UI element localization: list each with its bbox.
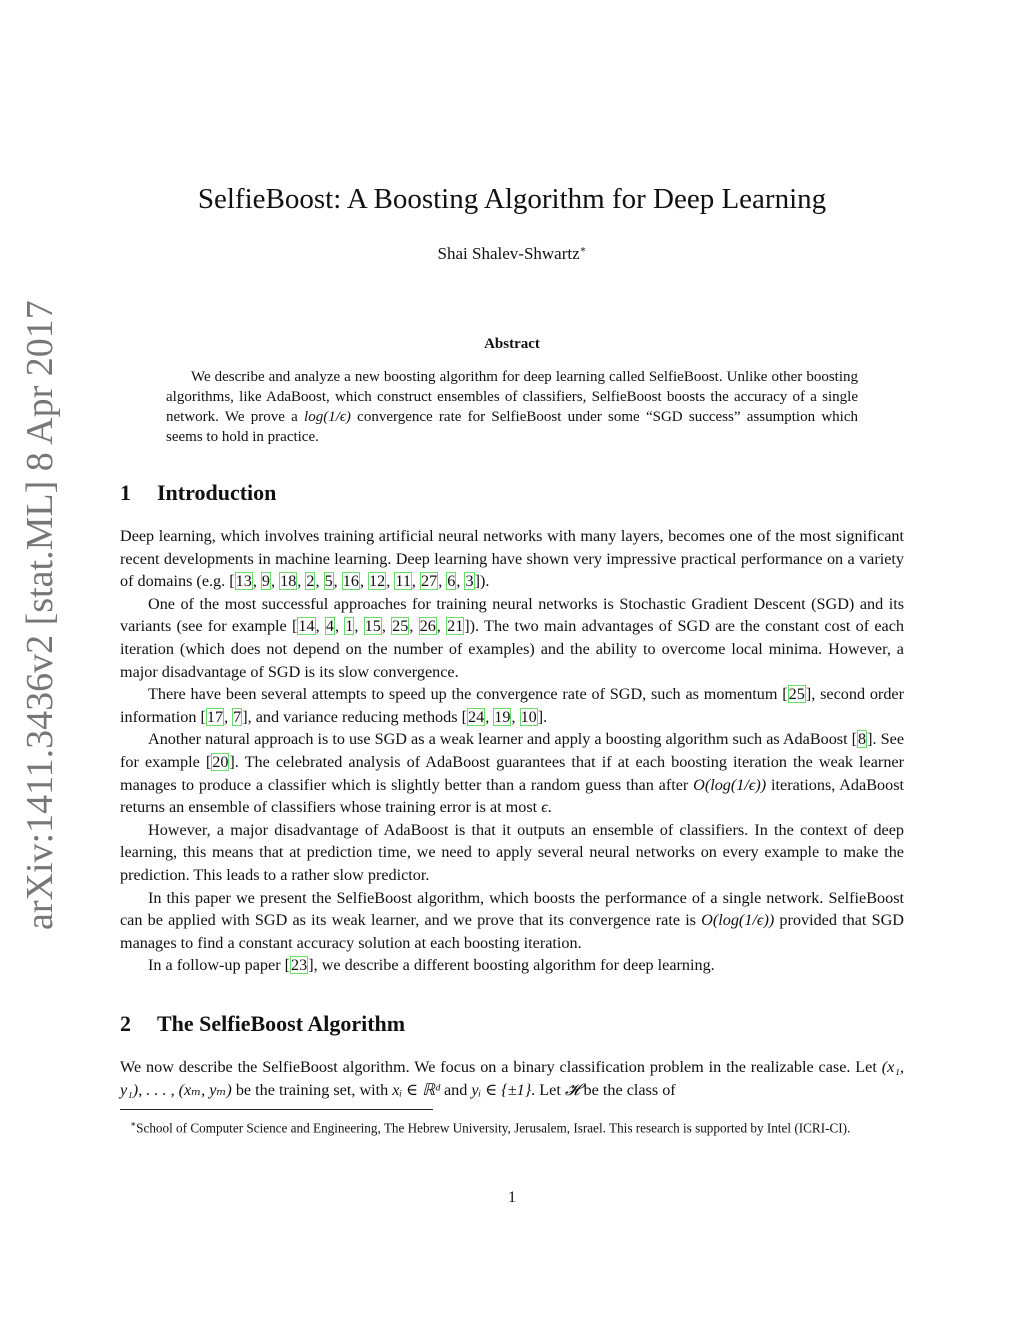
- section-heading-selfieboost-algorithm: [120, 1011, 405, 1037]
- intro-paragraph-6: [120, 887, 904, 955]
- citation-separator: ,: [359, 572, 369, 591]
- citation-separator: ,: [409, 617, 419, 636]
- citation-separator: ,: [315, 572, 324, 591]
- intro-paragraph-2: [120, 593, 904, 683]
- citation-list: [297, 617, 464, 635]
- intro-paragraph-3: [120, 683, 904, 728]
- paragraph-text: be the training set, with: [231, 1080, 393, 1099]
- paragraph-text: ], second order information [: [120, 685, 904, 726]
- paragraph-text: be the class of: [579, 1080, 676, 1099]
- citation-link[interactable]: 5: [324, 572, 333, 591]
- citation-link[interactable]: 10: [520, 707, 537, 726]
- section-introduction-body: [120, 525, 904, 977]
- paragraph-text: iterations, AdaBoost returns an ensemble of classifiers whose training error is at most: [120, 775, 904, 817]
- algorithm-paragraph-1: [120, 1056, 904, 1101]
- paper-title: SelfieBoost: A Boosting Algorithm for Deep Learning: [197, 183, 827, 215]
- citation-link[interactable]: 15: [364, 617, 381, 636]
- citation-link[interactable]: 3: [465, 572, 474, 591]
- section-algorithm-body: [120, 1056, 904, 1101]
- paragraph-text: Another natural approach is to use SGD as a weak learner and apply a boosting algorithm such as AdaBoost [: [148, 730, 858, 749]
- citation-link[interactable]: 25: [788, 685, 805, 704]
- citation-link[interactable]: 8: [858, 730, 867, 749]
- paragraph-text: We now describe the SelfieBoost algorithm. We focus on a binary classification problem in the realizable case. Let: [120, 1058, 882, 1076]
- author-line: [120, 244, 904, 264]
- citation-separator: ,: [334, 617, 345, 636]
- section-number: 1: [120, 480, 131, 505]
- citation-separator: ,: [436, 617, 447, 636]
- citation-list: [235, 572, 475, 590]
- footnote-text: School of Computer Science and Engineering, The Hebrew University, Jerusalem, Israel. This research is supported by Intel (ICRI-CI).: [136, 1120, 851, 1136]
- paragraph-text: ], and variance reducing methods [: [242, 707, 467, 726]
- inline-math: yᵢ ∈ {±1}: [471, 1080, 532, 1099]
- citation-separator: ,: [438, 572, 447, 591]
- footnote: [120, 1115, 904, 1137]
- section-number: 2: [120, 1011, 131, 1036]
- citation-separator: ,: [333, 572, 342, 591]
- abstract-heading: Abstract: [484, 336, 540, 352]
- paragraph-text: Deep learning, which involves training artificial neural networks with many layers, becomes one of the most significant recent developments in machine learning. Deep learning have shown very impressive practical performance on a variety of domains (e.g. [: [120, 527, 904, 591]
- inline-math: O(log(1/ϵ)): [693, 775, 767, 794]
- citation-separator: ,: [297, 572, 306, 591]
- page-number: 1: [508, 1189, 516, 1206]
- paragraph-text: provided that SGD manages to find a constant accuracy solution at each boosting iteration.: [120, 911, 904, 952]
- intro-paragraph-1: [120, 525, 904, 593]
- footnote-divider: [120, 1109, 433, 1110]
- abstract-text: [166, 367, 858, 447]
- section-title: The SelfieBoost Algorithm: [157, 1011, 406, 1036]
- citation-separator: ,: [511, 707, 520, 726]
- citation-link[interactable]: 2: [306, 572, 315, 591]
- paragraph-text: . Let: [531, 1080, 565, 1099]
- citation-link[interactable]: 7: [233, 707, 242, 726]
- citation-link[interactable]: 9: [261, 572, 271, 591]
- citation-link[interactable]: 12: [369, 572, 386, 591]
- citation-link[interactable]: 18: [280, 572, 297, 591]
- intro-paragraph-5: However, a major disadvantage of AdaBoost is that it outputs an ensemble of classifiers. In the context of deep learning, this means that at prediction time, we need to apply several neural networks on every example to make the prediction. This leads to a rather slow predictor.: [120, 820, 904, 884]
- citation-link[interactable]: 14: [298, 617, 315, 636]
- citation-separator: ,: [381, 617, 392, 636]
- citation-link[interactable]: 4: [325, 617, 334, 636]
- intro-paragraph-4: [120, 728, 904, 818]
- arxiv-stamp: arXiv:1411.3436v2 [stat.ML] 8 Apr 2017: [19, 300, 61, 930]
- citation-separator: ,: [485, 707, 494, 726]
- citation-separator: ,: [411, 572, 421, 591]
- paragraph-text: ]. The celebrated analysis of AdaBoost guarantees that if at each boosting iteration the weak learner manages to produce a classifier which is slightly better than a random guess than after: [120, 752, 904, 794]
- citation-list: [467, 708, 538, 726]
- citation-link[interactable]: 26: [419, 617, 436, 636]
- section-heading-introduction: [120, 480, 276, 506]
- citation-link[interactable]: 21: [447, 617, 464, 636]
- citation-link[interactable]: 23: [291, 956, 308, 975]
- citation-link[interactable]: 25: [392, 617, 409, 636]
- paragraph-text: ].: [537, 707, 548, 726]
- citation-separator: ,: [354, 617, 364, 636]
- paragraph-text: ]. See for example [: [120, 730, 905, 771]
- section-title: Introduction: [157, 480, 277, 505]
- inline-math: xᵢ ∈ ℝᵈ: [392, 1080, 440, 1099]
- citation-link[interactable]: 16: [342, 572, 359, 591]
- paragraph-text: In a follow-up paper [: [148, 956, 291, 975]
- inline-math: 𝓗: [564, 1080, 580, 1099]
- citation-separator: ,: [315, 617, 325, 636]
- abstract-math: log(1/ϵ): [304, 409, 351, 425]
- citation-link[interactable]: 20: [212, 752, 229, 771]
- citation-link[interactable]: 13: [235, 572, 252, 591]
- paragraph-text: In this paper we present the SelfieBoost algorithm, which boosts the performance of a single network. SelfieBoost can be applied with SGD as its weak learner, and we prove that its convergence rate is: [120, 888, 904, 930]
- footnote-marker: ∗: [130, 1119, 137, 1129]
- author-footnote-marker: ∗: [579, 244, 587, 256]
- paragraph-text: ]).: [474, 572, 490, 591]
- author-name: Shai Shalev-Shwartz: [437, 244, 580, 263]
- paragraph-text: and: [439, 1080, 472, 1099]
- citation-list: [206, 708, 242, 726]
- intro-paragraph-7: [120, 954, 904, 977]
- inline-math: (x₁, y₁), . . . , (xₘ, yₘ): [120, 1058, 904, 1099]
- citation-link[interactable]: 1: [345, 617, 354, 636]
- citation-separator: ,: [386, 572, 395, 591]
- citation-separator: ,: [224, 707, 233, 726]
- paragraph-text: .: [547, 798, 552, 817]
- citation-link[interactable]: 24: [468, 707, 485, 726]
- inline-math: ϵ: [541, 798, 548, 817]
- paragraph-text: One of the most successful approaches for training neural networks is Stochastic Gradient Descent (SGD) and its variants (see for example [: [120, 594, 904, 636]
- paragraph-text: ], we describe a different boosting algorithm for deep learning.: [308, 956, 715, 975]
- citation-link[interactable]: 27: [421, 572, 438, 591]
- abstract-text-part: We describe and analyze a new boosting algorithm for deep learning called SelfieBoost. Unlike other boosting algorithms, like AdaBoost, which construct ensembles of classifiers, SelfieBoost boosts the accuracy of a single network. We prove a: [166, 369, 858, 425]
- inline-math: O(log(1/ϵ)): [701, 911, 775, 930]
- citation-separator: ,: [456, 572, 465, 591]
- citation-link[interactable]: 11: [395, 572, 411, 591]
- citation-link[interactable]: 19: [494, 707, 511, 726]
- citation-separator: ,: [271, 572, 280, 591]
- citation-link[interactable]: 17: [206, 707, 224, 726]
- paragraph-text: ]). The two main advantages of SGD are the constant cost of each iteration (which does not depend on the number of examples) and the ability to overcome local minima. However, a major disadvantage of SGD is its slow convergence.: [120, 617, 905, 681]
- abstract-text-part: convergence rate for SelfieBoost under some “SGD success” assumption which seems to hold in practice.: [166, 409, 858, 445]
- paragraph-text: There have been several attempts to speed up the convergence rate of SGD, such as momentum [: [148, 685, 788, 704]
- citation-separator: ,: [252, 572, 261, 591]
- citation-link[interactable]: 6: [447, 572, 456, 591]
